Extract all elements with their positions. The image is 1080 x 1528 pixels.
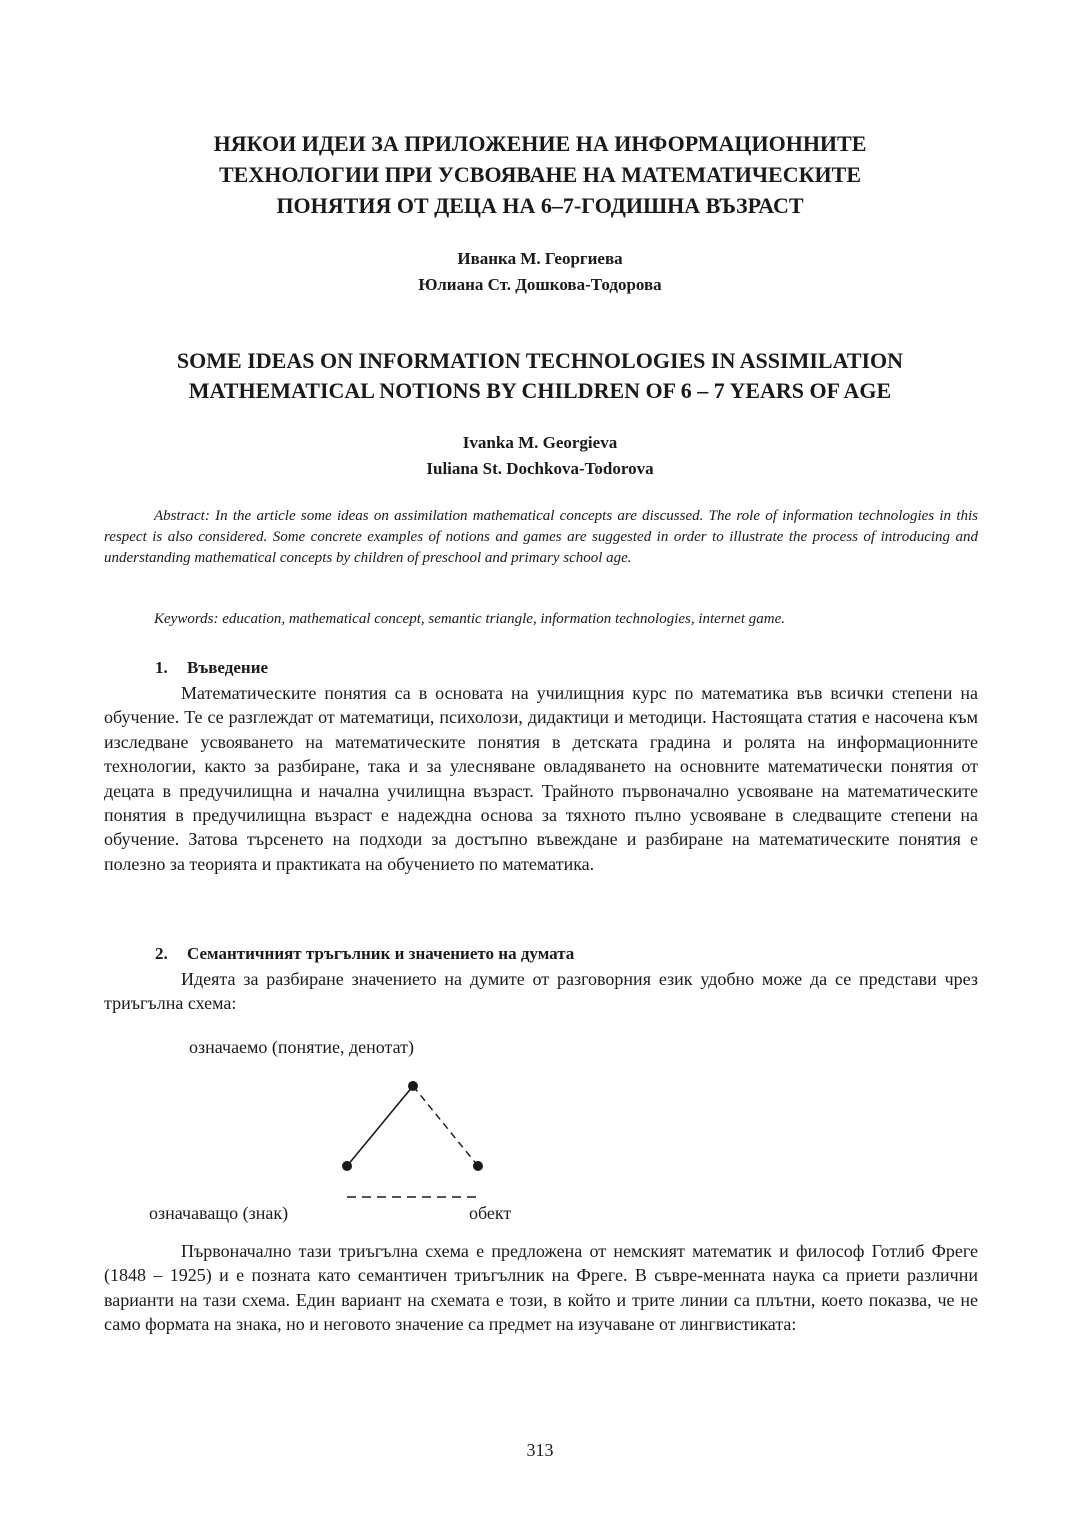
bulgarian-title-line: ПОНЯТИЯ ОТ ДЕЦА НА 6–7-ГОДИШНА ВЪЗРАСТ	[276, 193, 804, 218]
section-number: 1.	[155, 658, 168, 677]
solid-edge	[347, 1086, 413, 1166]
semantic-triangle-paragraph: Идеята за разбиране значението на думите от разговорния език удобно може да се представи чрез триъгълна схема:	[104, 969, 978, 1014]
vertex-left	[342, 1161, 352, 1171]
section-title: Семантичният тръгълник и значението на думата	[187, 944, 575, 963]
vertex-top	[408, 1081, 418, 1091]
vertex-right	[473, 1161, 483, 1171]
english-title-line: MATHEMATICAL NOTIONS BY CHILDREN OF 6 – 7 YEARS OF AGE	[188, 378, 892, 403]
english-author-2: Iuliana St. Dochkova-Todorova	[426, 459, 654, 478]
bulgarian-author-1: Иванка М. Георгиева	[457, 249, 623, 268]
bulgarian-title-line: ТЕХНОЛОГИИ ПРИ УСВОЯВАНЕ НА МАТЕМАТИЧЕСКИТЕ	[218, 162, 862, 187]
diagram-label-object: обект	[469, 1203, 512, 1223]
dashed-edge	[413, 1086, 478, 1166]
english-title-line: SOME IDEAS ON INFORMATION TECHNOLOGIES IN ASSIMILATION	[176, 348, 904, 373]
bulgarian-title	[104, 128, 976, 221]
section-heading-semantic-triangle	[155, 942, 574, 966]
abstract: Abstract: In the article some ideas on assimilation mathematical concepts are discussed. The role of information technologies in this respect is also considered. Some concrete examples of notions and games are suggested in order to illustrate the process of introducing and understanding mathematical concepts by children of preschool and primary school age.	[104, 508, 978, 566]
bulgarian-author-2: Юлиана Ст. Дошкова-Тодорова	[418, 275, 662, 294]
english-author-1: Ivanka M. Georgieva	[462, 433, 618, 452]
diagram-label-signifier: означаващо (знак)	[149, 1203, 289, 1223]
section-title: Въведение	[187, 658, 269, 677]
english-title	[104, 346, 976, 406]
page-number: 313	[526, 1440, 554, 1460]
frege-paragraph: Първоначално тази триъгълна схема е предложена от немският математик и философ Готлиб Фреге (1848 – 1925) и е позната като семантичен триъгълник на Фреге. В съвре-менната наука са приети различни варианти на тази схема. Един вариант на схемата е този, в който и трите линии са плътни, което показва, че не само формата на знака, но и неговото значение са предмет на изучаване от лингвистиката:	[104, 1241, 978, 1335]
section-number: 2.	[155, 944, 168, 963]
section-heading-introduction	[155, 656, 268, 680]
semantic-triangle-diagram	[330, 1070, 500, 1210]
keywords: Keywords: education, mathematical concept, semantic triangle, information technologies, internet game.	[154, 611, 785, 627]
introduction-paragraph: Математическите понятия са в основата на училищния курс по математика във всички степени на обучение. Те се разглеждат от математици, психолози, дидактици и методици. Настоящата статия е насочена към изследване усвояването на математическите понятия в детската градина и ролята на информационните технологии, както за разбиране, така и за улесняване овладяването на основните математически понятия от децата в предучилищна и начална училищна възраст. Трайното първоначално усвояване на математическите понятия в предучилищна възраст е надеждна основа за тяхното пълно усвояване в следващите степени на обучение. Затова търсенето на подходи за достъпно въвеждане и разбиране на математическите понятия е полезно за теорията и практиката на обучението по математика.	[104, 683, 978, 874]
bulgarian-title-line: НЯКОИ ИДЕИ ЗА ПРИЛОЖЕНИЕ НА ИНФОРМАЦИОННИТЕ	[213, 131, 867, 156]
diagram-label-signified: означаемо (понятие, денотат)	[189, 1037, 414, 1057]
